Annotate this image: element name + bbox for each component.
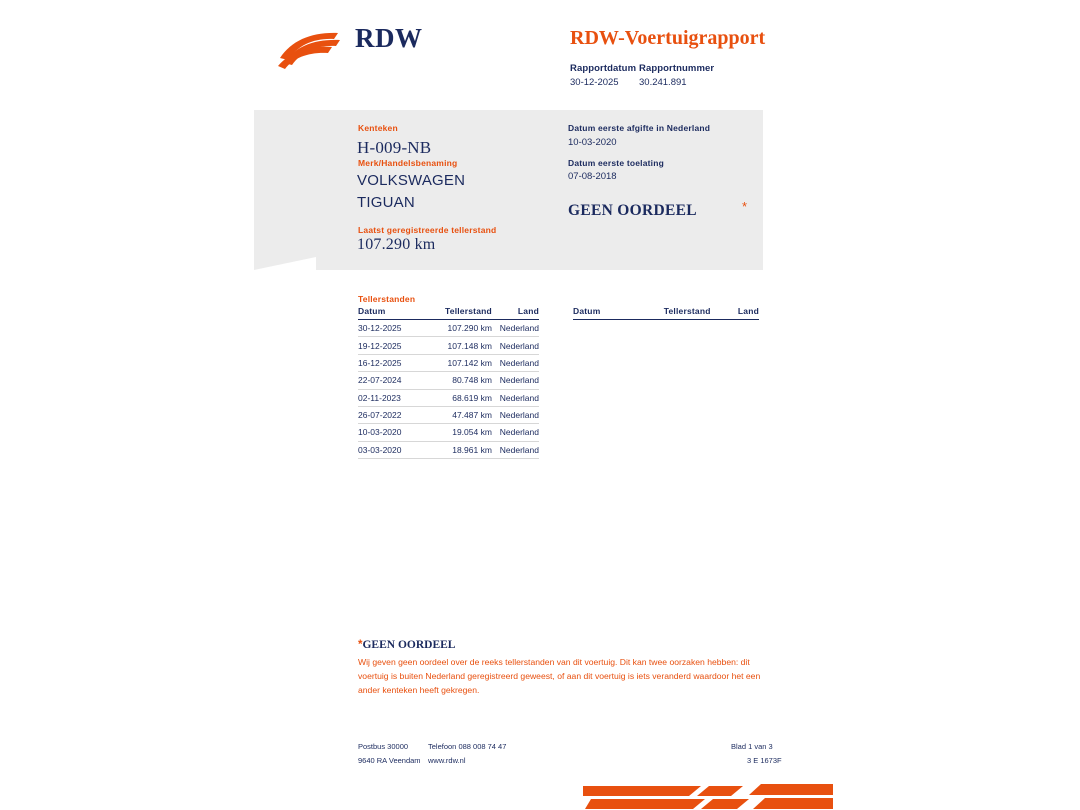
- odometer-readings-table-left: [358, 306, 539, 459]
- table-row: [358, 354, 539, 371]
- kenteken-label: Kenteken: [358, 123, 398, 133]
- footer-doc-code: 3 E 1673F: [747, 756, 782, 765]
- verdict-footnote-marker: *: [742, 199, 748, 214]
- footnote-body: Wij geven geen oordeel over de reeks tellerstanden van dit voertuig. Dit kan twee oorzaken hebben: dit voertuig is buiten Nederland geregistreerd geweest, of aan dit voertuig is iets veranderd waardoor het een ander kenteken heeft gekregen.: [358, 657, 761, 696]
- readings-section-title: Tellerstanden: [358, 294, 416, 304]
- table-row: [358, 320, 539, 337]
- cell-land: Nederland: [492, 320, 539, 337]
- col-tellerstand: Tellerstand: [441, 306, 492, 320]
- model-value: TIGUAN: [357, 194, 415, 211]
- report-title: RDW-Voertuigrapport: [570, 27, 766, 49]
- table-row: [358, 372, 539, 389]
- last-odometer-label: Laatst geregistreerde tellerstand: [358, 225, 497, 235]
- report-date-label: Rapportdatum: [570, 63, 637, 74]
- report-number-label: Rapportnummer: [639, 63, 715, 74]
- footer-phone: Telefoon 088 008 74 47: [428, 742, 507, 751]
- table-row: [358, 406, 539, 423]
- merk-value: VOLKSWAGEN: [357, 172, 466, 189]
- rdw-arrow-logo-icon: [278, 32, 344, 70]
- cell-datum: 22-07-2024: [358, 372, 441, 389]
- footnote-title: [358, 639, 455, 651]
- cell-tellerstand: 68.619 km: [441, 389, 492, 406]
- cell-datum: 10-03-2020: [358, 424, 441, 441]
- first-admission-label: Datum eerste toelating: [568, 158, 665, 168]
- table-row: [358, 337, 539, 354]
- cell-land: Nederland: [492, 424, 539, 441]
- report-number-value: 30.241.891: [639, 77, 687, 88]
- cell-datum: 30-12-2025: [358, 320, 441, 337]
- rdw-wordmark: RDW: [355, 23, 423, 53]
- cell-land: Nederland: [492, 389, 539, 406]
- cell-tellerstand: 107.290 km: [441, 320, 492, 337]
- footnote-title-text: GEEN OORDEEL: [362, 639, 456, 651]
- cell-land: Nederland: [492, 354, 539, 371]
- footer-address-line2: 9640 RA Veendam: [358, 756, 421, 765]
- cell-tellerstand: 47.487 km: [441, 406, 492, 423]
- cell-tellerstand: 19.054 km: [441, 424, 492, 441]
- table-header-row: [358, 306, 539, 320]
- col-land: Land: [492, 306, 539, 320]
- odometer-readings-table-right: [573, 306, 759, 320]
- cell-tellerstand: 80.748 km: [441, 372, 492, 389]
- cell-land: Nederland: [492, 406, 539, 423]
- summary-panel-foot: [316, 257, 763, 270]
- cell-tellerstand: 107.148 km: [441, 337, 492, 354]
- cell-datum: 19-12-2025: [358, 337, 441, 354]
- cell-datum: 02-11-2023: [358, 389, 441, 406]
- table-row: [358, 389, 539, 406]
- report-date-value: 30-12-2025: [570, 77, 619, 88]
- cell-land: Nederland: [492, 441, 539, 458]
- first-issue-nl-value: 10-03-2020: [568, 137, 617, 148]
- footer-address-line1: Postbus 30000: [358, 742, 409, 751]
- cell-tellerstand: 18.961 km: [441, 441, 492, 458]
- col-datum: Datum: [358, 306, 441, 320]
- cell-land: Nederland: [492, 337, 539, 354]
- cell-datum: 26-07-2022: [358, 406, 441, 423]
- col-datum: Datum: [573, 306, 659, 320]
- first-issue-nl-label: Datum eerste afgifte in Nederland: [568, 123, 711, 133]
- bottom-arrow-decoration-icon: [583, 782, 833, 810]
- readings-left-body: [358, 320, 539, 459]
- cell-datum: 16-12-2025: [358, 354, 441, 371]
- cell-land: Nederland: [492, 372, 539, 389]
- cell-datum: 03-03-2020: [358, 441, 441, 458]
- verdict-badge: GEEN OORDEEL: [568, 202, 697, 219]
- first-admission-value: 07-08-2018: [568, 171, 617, 182]
- col-tellerstand: Tellerstand: [659, 306, 711, 320]
- last-odometer-value: 107.290 km: [357, 236, 436, 253]
- footer-page-label: Blad 1 van 3: [731, 742, 773, 751]
- cell-tellerstand: 107.142 km: [441, 354, 492, 371]
- col-land: Land: [711, 306, 759, 320]
- summary-panel-notch: [254, 257, 316, 270]
- table-header-row: [573, 306, 759, 320]
- table-row: [358, 424, 539, 441]
- kenteken-value: H-009-NB: [357, 138, 432, 157]
- footer-website[interactable]: www.rdw.nl: [428, 756, 466, 765]
- merk-label: Merk/Handelsbenaming: [358, 158, 458, 168]
- table-row: [358, 441, 539, 458]
- footnote-star: *: [358, 639, 363, 651]
